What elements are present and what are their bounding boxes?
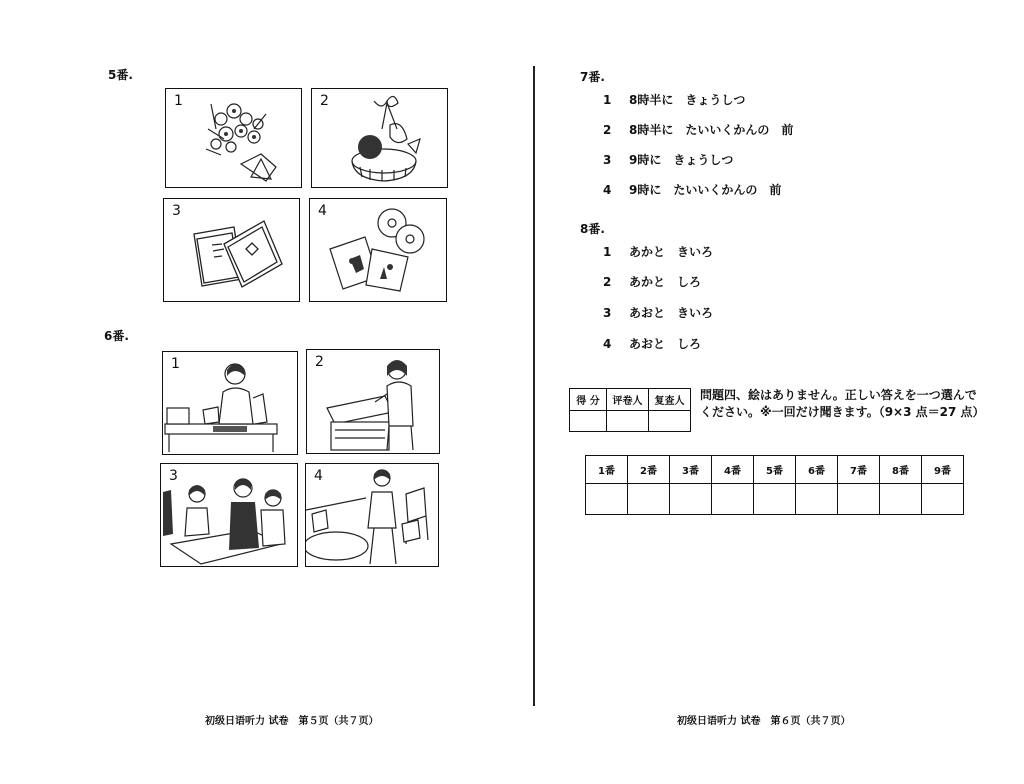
instruction-line-1: 問題四、絵はありません。正しい答えを一つ選んで	[700, 388, 977, 402]
page-divider	[533, 66, 535, 706]
question-8-label: 8番.	[580, 222, 605, 236]
bouquet-icon	[166, 89, 302, 188]
answer-header-2: 2番	[628, 456, 670, 484]
left-page-footer: 初级日语听力 试卷 第５页（共７页）	[205, 716, 379, 727]
answer-table	[585, 455, 964, 515]
score-cell[interactable]	[570, 411, 607, 432]
answer-header-4: 4番	[712, 456, 754, 484]
q5-picture-2	[311, 88, 448, 188]
picture-number: 3	[172, 203, 181, 219]
question-6-label: 6番.	[104, 329, 129, 343]
meeting-icon	[161, 464, 298, 567]
picture-number: 2	[320, 93, 329, 109]
picture-number: 4	[314, 468, 323, 484]
q5-picture-1	[165, 88, 302, 188]
answer-cell-5[interactable]	[754, 484, 796, 515]
q6-picture-3	[160, 463, 298, 567]
answer-header-8: 8番	[880, 456, 922, 484]
section-instruction	[700, 387, 990, 421]
answer-header-1: 1番	[586, 456, 628, 484]
cds-photo-icon	[310, 199, 447, 302]
phone-desk-icon	[163, 352, 298, 455]
reviewer-header: 复查人	[649, 389, 691, 411]
right-page-footer: 初级日语听力 试卷 第６页（共７页）	[677, 716, 851, 727]
answer-header-9: 9番	[922, 456, 964, 484]
question-7-label: 7番.	[580, 70, 605, 84]
instruction-line-2: ください。※一回だけ聞きます。（9×3 点＝27 点）	[700, 405, 985, 419]
q7-option-2: 2 8時半に たいいくかんの 前	[603, 123, 794, 137]
picture-number: 1	[174, 93, 183, 109]
fruit-basket-icon	[312, 89, 448, 188]
answer-header-3: 3番	[670, 456, 712, 484]
q8-option-1: 1 あかと きいろ	[603, 245, 714, 259]
answer-cell-1[interactable]	[586, 484, 628, 515]
q6-picture-2	[306, 349, 440, 454]
q6-picture-1	[162, 351, 298, 455]
q5-picture-4	[309, 198, 447, 302]
chairs-room-icon	[306, 464, 439, 567]
copier-icon	[307, 350, 440, 454]
answer-cell-7[interactable]	[838, 484, 880, 515]
picture-number: 4	[318, 203, 327, 219]
q8-option-3: 3 あおと きいろ	[603, 306, 714, 320]
answer-header-7: 7番	[838, 456, 880, 484]
books-icon	[164, 199, 300, 302]
question-5-label: 5番.	[108, 68, 133, 82]
q5-picture-3	[163, 198, 300, 302]
score-header: 得 分	[570, 389, 607, 411]
grader-cell[interactable]	[607, 411, 649, 432]
picture-number: 1	[171, 356, 180, 372]
answer-header-6: 6番	[796, 456, 838, 484]
answer-cell-6[interactable]	[796, 484, 838, 515]
answer-header-5: 5番	[754, 456, 796, 484]
picture-number: 2	[315, 354, 324, 370]
answer-cell-3[interactable]	[670, 484, 712, 515]
picture-number: 3	[169, 468, 178, 484]
answer-cell-4[interactable]	[712, 484, 754, 515]
q7-option-4: 4 9時に たいいくかんの 前	[603, 183, 782, 197]
q7-option-1: 1 8時半に きょうしつ	[603, 93, 746, 107]
q6-picture-4	[305, 463, 439, 567]
score-table	[569, 388, 691, 432]
answer-cell-2[interactable]	[628, 484, 670, 515]
grader-header: 评卷人	[607, 389, 649, 411]
q8-option-4: 4 あおと しろ	[603, 337, 702, 351]
answer-cell-8[interactable]	[880, 484, 922, 515]
q7-option-3: 3 9時に きょうしつ	[603, 153, 734, 167]
reviewer-cell[interactable]	[649, 411, 691, 432]
q8-option-2: 2 あかと しろ	[603, 275, 702, 289]
answer-cell-9[interactable]	[922, 484, 964, 515]
